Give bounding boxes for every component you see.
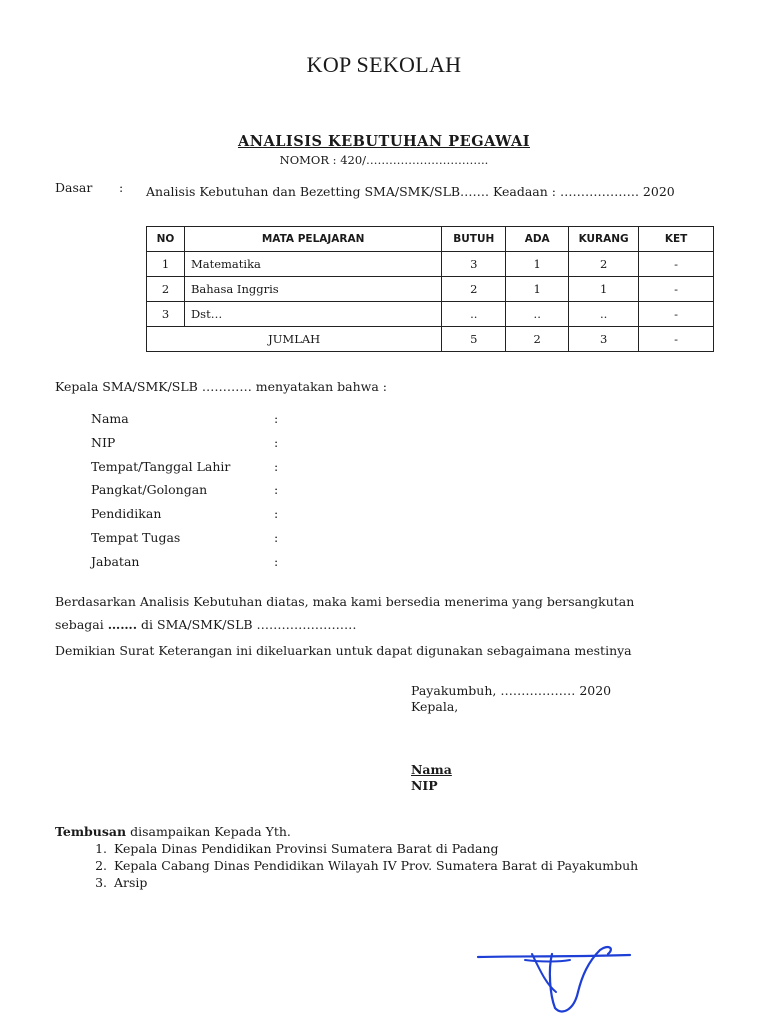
field-row <box>91 435 391 459</box>
carbon-copy-label: Tembusan <box>55 824 127 839</box>
field-row <box>91 506 391 530</box>
cell-available: .. <box>506 302 569 327</box>
total-needed: 5 <box>442 327 506 352</box>
field-colon: : <box>274 482 279 498</box>
cell-remarks: - <box>639 302 714 327</box>
cell-shortage: 1 <box>569 277 639 302</box>
table-header-row <box>147 227 714 252</box>
column-header-subject: MATA PELAJARAN <box>184 227 441 252</box>
field-colon: : <box>274 553 279 569</box>
document-title: ANALISIS KEBUTUHAN PEGAWAI <box>237 133 530 150</box>
closing-paragraph: Demikian Surat Keterangan ini dikeluarkan untuk dapat digunakan sebagaimana mestinya <box>55 643 632 658</box>
acceptance-line-2-bold: ……. <box>107 617 138 632</box>
needs-analysis-table <box>146 226 714 352</box>
cell-remarks: - <box>639 277 714 302</box>
field-colon: : <box>274 458 279 474</box>
signature-block <box>411 683 611 715</box>
column-header-remarks: KET <box>639 227 714 252</box>
field-row <box>91 530 391 554</box>
cell-needed: .. <box>442 302 506 327</box>
field-colon: : <box>274 506 279 522</box>
column-header-needed: BUTUH <box>442 227 506 252</box>
carbon-copy-intro: disampaikan Kepada Yth. <box>126 824 291 839</box>
cell-no: 3 <box>147 302 185 327</box>
cell-remarks: - <box>639 252 714 277</box>
carbon-copy-heading <box>55 823 638 840</box>
list-item: 1. Kepala Dinas Pendidikan Provinsi Sumatera Barat di Padang <box>111 840 638 857</box>
carbon-copy-section <box>55 823 638 891</box>
field-label-rank: Pangkat/Golongan <box>91 482 208 498</box>
field-label-workplace: Tempat Tugas <box>91 529 181 545</box>
field-colon: : <box>274 434 279 450</box>
field-label-education: Pendidikan <box>91 506 162 522</box>
table-row <box>147 277 714 302</box>
cell-available: 1 <box>506 277 569 302</box>
field-row <box>91 411 391 435</box>
dasar-text: Analisis Kebutuhan dan Bezetting SMA/SMK/SLB……. Keadaan : ………………. 2020 <box>146 184 675 199</box>
field-row <box>91 482 391 506</box>
acceptance-paragraph <box>55 590 713 636</box>
total-remarks: - <box>639 327 714 352</box>
cell-subject: Matematika <box>184 252 441 277</box>
cell-no: 1 <box>147 252 185 277</box>
cell-shortage: .. <box>569 302 639 327</box>
statement-line: Kepala SMA/SMK/SLB ………… menyatakan bahwa : <box>55 379 387 394</box>
total-label: JUMLAH <box>147 327 442 352</box>
field-label-nama: Nama <box>91 411 129 426</box>
acceptance-line-2-rest: di SMA/SMK/SLB …………………… <box>137 617 357 632</box>
field-label-position: Jabatan <box>91 553 140 569</box>
cell-subject: Bahasa Inggris <box>184 277 441 302</box>
total-shortage: 3 <box>569 327 639 352</box>
column-header-available: ADA <box>506 227 569 252</box>
cell-needed: 3 <box>442 252 506 277</box>
cell-needed: 2 <box>442 277 506 302</box>
place-date: Payakumbuh, ……………… 2020 <box>411 683 612 698</box>
field-row <box>91 554 391 578</box>
signer-name: Nama <box>411 762 452 777</box>
field-label-birth: Tempat/Tanggal Lahir <box>91 458 231 474</box>
cell-shortage: 2 <box>569 252 639 277</box>
field-label-nip: NIP <box>91 434 116 450</box>
signer-nip: NIP <box>411 778 438 793</box>
document-number: NOMOR : 420/………………………….. <box>279 153 489 167</box>
signer-identity <box>411 762 452 794</box>
dasar-colon: : <box>119 180 124 195</box>
acceptance-line-2-prefix: sebagai <box>55 617 108 632</box>
field-colon: : <box>274 411 279 426</box>
field-row <box>91 459 391 483</box>
table-row <box>147 252 714 277</box>
column-header-shortage: KURANG <box>569 227 639 252</box>
cell-available: 1 <box>506 252 569 277</box>
signer-position: Kepala, <box>411 699 459 714</box>
list-item: 2. Kepala Cabang Dinas Pendidikan Wilayah IV Prov. Sumatera Barat di Payakumbuh <box>111 857 638 874</box>
identity-fields <box>91 411 391 578</box>
field-colon: : <box>274 529 279 545</box>
handwritten-signature <box>470 940 640 1020</box>
carbon-copy-list <box>55 840 638 891</box>
letterhead-title: KOP SEKOLAH <box>306 52 462 77</box>
column-header-no: NO <box>147 227 185 252</box>
table-total-row <box>147 327 714 352</box>
total-available: 2 <box>506 327 569 352</box>
cell-no: 2 <box>147 277 185 302</box>
acceptance-line-1: Berdasarkan Analisis Kebutuhan diatas, maka kami bersedia menerima yang bersangkutan <box>55 594 635 609</box>
list-item: 3. Arsip <box>111 874 638 891</box>
table-row <box>147 302 714 327</box>
cell-subject: Dst… <box>184 302 441 327</box>
dasar-label: Dasar <box>55 180 93 195</box>
